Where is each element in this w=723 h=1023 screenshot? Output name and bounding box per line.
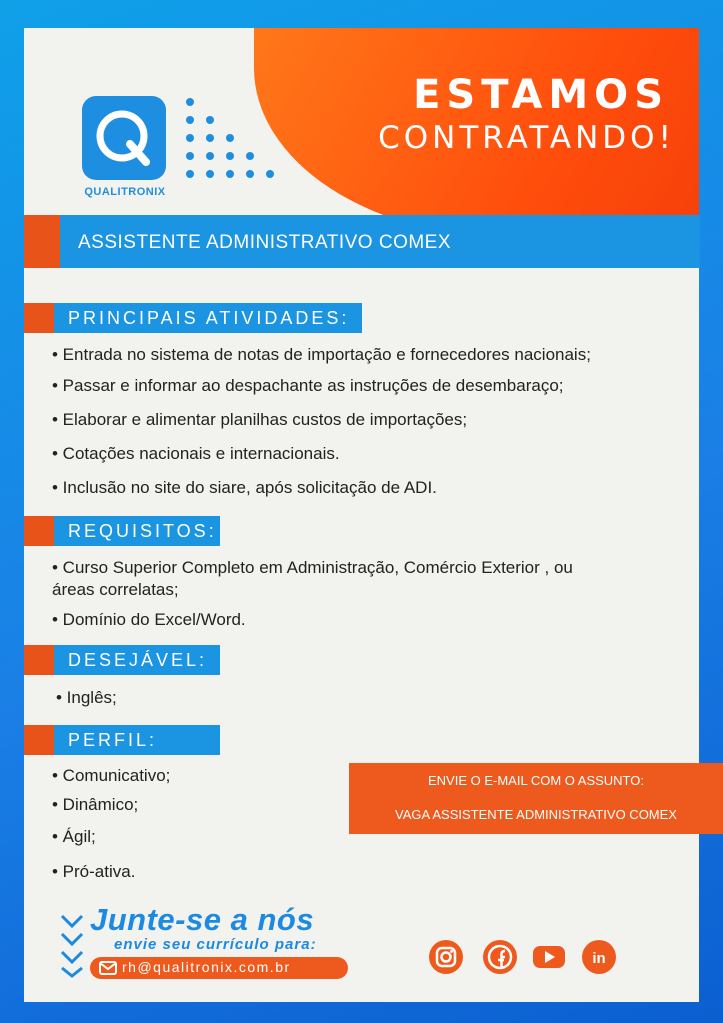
hero-title: ESTAMOS bbox=[413, 72, 669, 118]
requirements-heading: REQUISITOS: bbox=[54, 516, 220, 546]
profile-item: • Dinâmico; bbox=[52, 795, 139, 814]
join-us-heading: Junte-se a nós bbox=[90, 902, 315, 937]
job-title-accent bbox=[24, 215, 60, 268]
activity-item: • Entrada no sistema de notas de importação e fornecedores nacionais; bbox=[52, 345, 591, 364]
activity-item: • Cotações nacionais e internacionais. bbox=[52, 444, 340, 463]
email-link[interactable] bbox=[90, 957, 348, 979]
email-subject-box bbox=[349, 763, 723, 834]
activities-accent bbox=[24, 303, 54, 333]
facebook-icon[interactable] bbox=[482, 939, 518, 975]
linkedin-icon[interactable] bbox=[581, 939, 617, 975]
activity-item: • Elaborar e alimentar planilhas custos de importações; bbox=[52, 410, 468, 429]
profile-item: • Pró-ativa. bbox=[52, 862, 136, 881]
hero-subtitle: CONTRATANDO! bbox=[378, 120, 675, 156]
youtube-icon[interactable] bbox=[531, 939, 567, 975]
company-name: QUALITRONIX bbox=[84, 186, 166, 198]
activities-heading: PRINCIPAIS ATIVIDADES: bbox=[54, 303, 362, 333]
activity-item: • Passar e informar ao despachante as instruções de desembaraço; bbox=[52, 376, 564, 395]
desirable-heading: DESEJÁVEL: bbox=[54, 645, 220, 675]
profile-item: • Ágil; bbox=[52, 827, 96, 846]
instagram-icon[interactable] bbox=[428, 939, 464, 975]
profile-heading: PERFIL: bbox=[54, 725, 220, 755]
dot-pattern bbox=[184, 98, 280, 184]
requirement-item: áreas correlatas; bbox=[52, 580, 179, 599]
q-logo-icon bbox=[82, 96, 166, 180]
desirable-accent bbox=[24, 645, 54, 675]
send-resume-text: envie seu currículo para: bbox=[114, 936, 317, 953]
svg-text:in: in bbox=[592, 950, 606, 967]
activity-item: • Inclusão no site do siare, após solicitação de ADI. bbox=[52, 478, 437, 497]
chevron-down-icon bbox=[60, 912, 84, 978]
job-title: ASSISTENTE ADMINISTRATIVO COMEX bbox=[78, 232, 452, 253]
profile-accent bbox=[24, 725, 54, 755]
cta-subject: VAGA ASSISTENTE ADMINISTRATIVO COMEX bbox=[395, 807, 677, 822]
cta-instruction: ENVIE O E-MAIL COM O ASSUNTO: bbox=[428, 773, 644, 788]
requirements-accent bbox=[24, 516, 54, 546]
requirement-item: • Curso Superior Completo em Administração, Comércio Exterior , ou bbox=[52, 558, 573, 577]
desirable-item: • Inglês; bbox=[56, 688, 117, 707]
email-address: rh@qualitronix.com.br bbox=[122, 959, 291, 975]
requirement-item: • Domínio do Excel/Word. bbox=[52, 610, 246, 629]
mail-icon bbox=[99, 961, 117, 975]
profile-item: • Comunicativo; bbox=[52, 766, 171, 785]
